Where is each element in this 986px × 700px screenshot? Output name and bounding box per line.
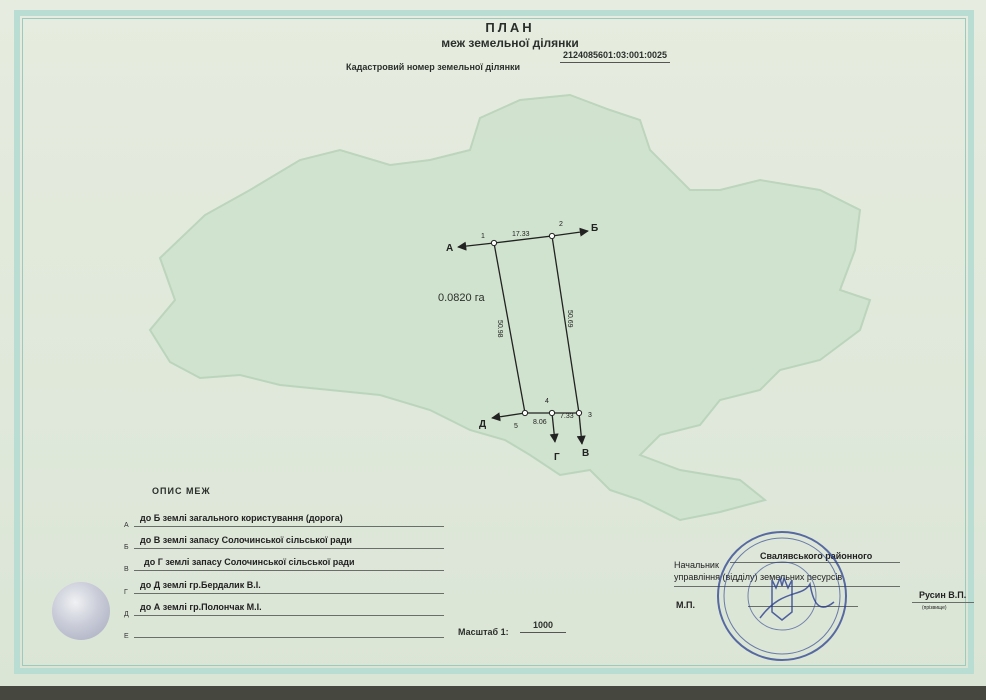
arrow-line-d [492, 413, 525, 418]
distance-right: 50.69 [566, 310, 573, 328]
page-subtitle: меж земельної ділянки [441, 36, 579, 50]
signature-position-value: Свалявського районного [760, 551, 873, 561]
vertex-label-2: 2 [559, 221, 563, 228]
distance-bottom-right: 7.33 [560, 413, 574, 420]
row-underline [134, 570, 444, 571]
arrow-line-g [552, 413, 555, 442]
row-underline [134, 526, 444, 527]
vertex-label-1: 1 [481, 233, 485, 240]
row-letter: А [124, 522, 129, 529]
row-letter: Д [124, 611, 129, 618]
row-letter: Б [124, 544, 129, 551]
row-letter: Е [124, 633, 129, 640]
scale-value: 1000 [520, 620, 566, 633]
row-underline [134, 593, 444, 594]
vertex-label-3: 3 [588, 412, 592, 419]
direction-label-a: А [446, 243, 454, 254]
distance-top: 17.33 [512, 231, 530, 238]
hologram-seal [52, 582, 110, 640]
row-letter: В [124, 566, 129, 573]
name-underline [912, 602, 974, 603]
arrow-line-a [458, 243, 494, 247]
arrow-line-b [552, 231, 588, 236]
row-text: до В землі запасу Солочинської сільської ради [140, 535, 352, 545]
boundary-description-title: ОПИС МЕЖ [152, 486, 211, 496]
cadastral-label: Кадастровий номер земельної ділянки [346, 62, 521, 72]
direction-label-v: В [582, 448, 590, 459]
row-text: до Г землі запасу Солочинської сільської ради [144, 557, 355, 567]
parcel-area: 0.0820 га [438, 292, 485, 304]
row-text: до Б землі загального користування (дорога) [140, 513, 343, 523]
official-stamp [712, 528, 852, 664]
row-letter: Г [124, 589, 128, 596]
signature-position-prefix: Начальник [674, 560, 719, 570]
background-surface [0, 686, 986, 700]
distance-left: 50.98 [496, 320, 503, 338]
row-underline [134, 548, 444, 549]
vertex-label-4: 4 [545, 398, 549, 405]
row-text: до А землі гр.Полончак М.І. [140, 602, 262, 612]
direction-label-b: Б [591, 223, 599, 234]
vertex-4 [549, 410, 554, 415]
vertex-3 [576, 410, 581, 415]
page-title: ПЛАН [485, 20, 535, 35]
vertex-5 [522, 410, 527, 415]
direction-label-g: Г [554, 452, 560, 463]
signatory-name: Русин В.П. [919, 590, 967, 600]
vertex-2 [549, 233, 554, 238]
cadastral-number: 2124085601:03:001:0025 [560, 50, 670, 63]
arrow-line-v [579, 413, 582, 444]
scale-label: Масштаб 1: [458, 627, 509, 637]
name-caption: (прізвище) [922, 605, 947, 611]
row-text: до Д землі гр.Бердалик В.І. [140, 580, 261, 590]
direction-label-d: Д [479, 419, 487, 430]
stamp-place-label: М.П. [676, 600, 695, 610]
vertex-1 [491, 240, 496, 245]
vertex-label-5: 5 [514, 423, 518, 430]
row-underline [134, 615, 444, 616]
row-underline [134, 637, 444, 638]
signature-department: управління (відділу) земельних ресурсів [674, 572, 843, 582]
distance-bottom-left: 8.06 [533, 419, 547, 426]
